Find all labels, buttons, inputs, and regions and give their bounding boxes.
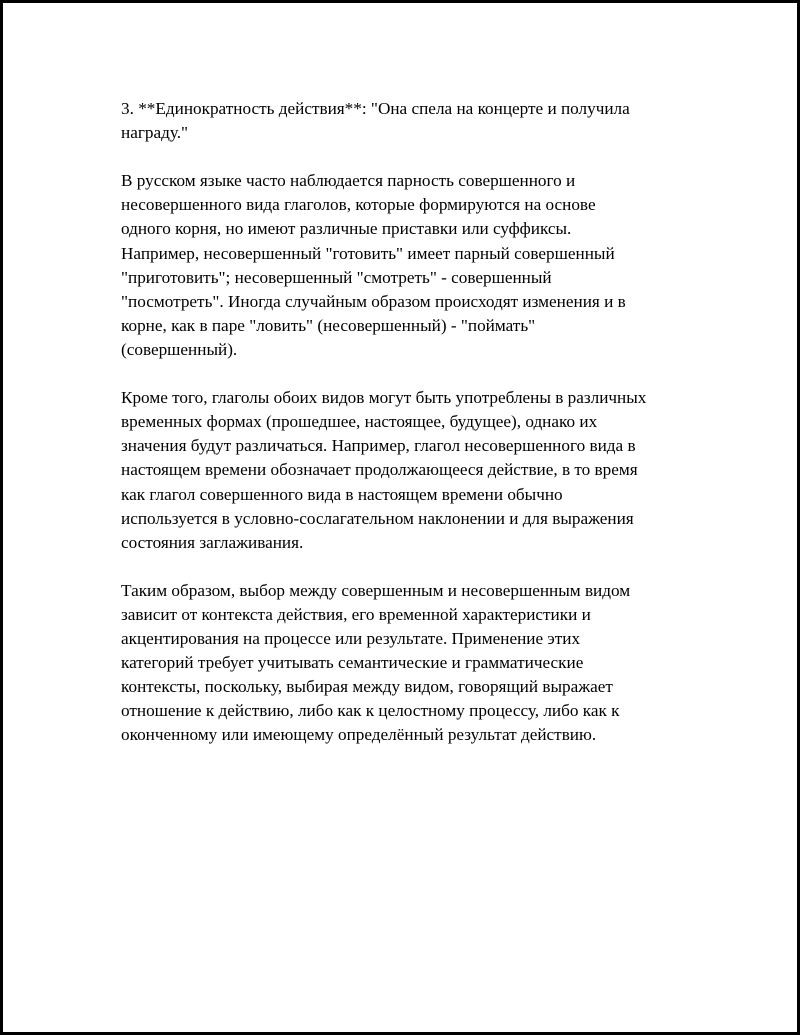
paragraph-single-action-example: 3. **Единократность действия**: "Она спела на концерте и получила награду." <box>121 99 630 143</box>
paragraph-tense-forms: Кроме того, глаголы обоих видов могут быть употреблены в различных временных формах (прошедшее, настоящее, будущее), однако их значения будут различаться. Например, глагол несовершенного вида в настоящем времени обозначает продолжающееся действие, в то время как глагол совершенного вида в настоящем времени обычно используется в условно-сослагательном наклонении и для выражения состояния заглаживания. <box>121 388 647 552</box>
paragraph-aspect-pairs: В русском языке часто наблюдается парность совершенного и несовершенного вида глаголов, которые формируются на основе одного корня, но имеют различные приставки или суффиксы. Например, несовершенный "готовить" имеет парный совершенный "приготовить"; несовершенный "смотреть" - совершенный "посмотреть". Иногда случайным образом происходят изменения и в корне, как в паре "ловить" (несовершенный) - "поймать" (совершенный). <box>121 171 626 359</box>
paragraph-conclusion: Таким образом, выбор между совершенным и несовершенным видом зависит от контекста действия, его временной характеристики и акцентирования на процессе или результате. Применение этих категорий требует учитывать семантические и грамматические контексты, поскольку, выбирая между видом, говорящий выражает отношение к действию, либо как к целостному процессу, либо как к оконченному или имеющему определённый результат действию. <box>121 580 631 745</box>
document-body <box>121 97 701 772</box>
